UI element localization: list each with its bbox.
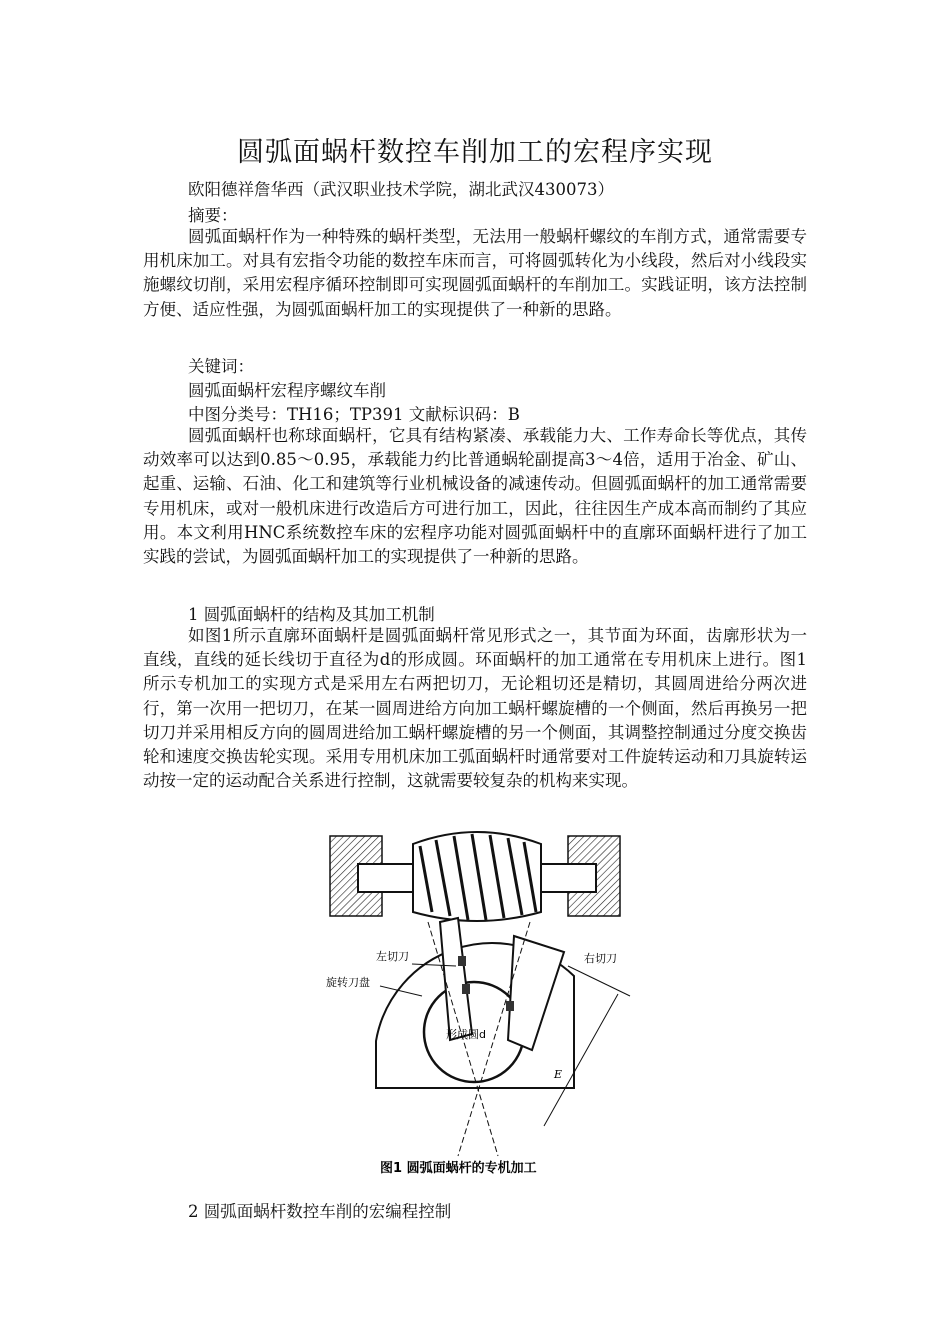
abstract-body: 圆弧面蜗杆作为一种特殊的蜗杆类型，无法用一般蜗杆螺纹的车削方式，通常需要专用机床加工。对具有宏指令功能的数控车床而言，可将圆弧转化为小线段，然后对小线段实施螺纹切削，采用宏程序循环控制即可实现圆弧面蜗杆的车削加工。实践证明，该方法控制方便、适应性强，为圆弧面蜗杆加工的实现提供了一种新的思路。	[143, 227, 807, 319]
label-turntable: 旋转刀盘	[326, 976, 370, 989]
author-line: 欧阳德祥詹华西（武汉职业技术学院，湖北武汉430073）	[188, 180, 614, 199]
worm-machining-diagram	[318, 826, 636, 1184]
section-1-heading: 1 圆弧面蜗杆的结构及其加工机制	[188, 605, 435, 624]
section-1-body: 如图1所示直廓环面蜗杆是圆弧面蜗杆常见形式之一，其节面为环面，齿廓形状为一直线，直线的延长线切于直径为d的形成圆。环面蜗杆的加工通常在专用机床上进行。图1所示专机加工的实现方式是采用左右两把切刀，无论粗切还是精切，其圆周进给分两次进行，第一次用一把切刀，在某一圆周进给方向加工蜗杆螺旋槽的一个侧面，然后再换另一把切刀并采用相反方向的圆周进给加工蜗杆螺旋槽的另一个侧面，其调整控制通过分度交换齿轮和速度交换齿轮实现。采用专用机床加工弧面蜗杆时通常要对工件旋转运动和刀具旋转运动按一定的运动配合关系进行控制，这就需要较复杂的机构来实现。	[143, 626, 807, 791]
figure-1	[318, 826, 636, 1184]
keywords-label: 关键词：	[188, 357, 254, 376]
figure-caption: 图1 圆弧面蜗杆的专机加工	[380, 1161, 537, 1176]
intro-paragraph: 圆弧面蜗杆也称球面蜗杆，它具有结构紧凑、承载能力大、工作寿命长等优点，其传动效率可以达到0.85～0.95，承载能力约比普通蜗轮副提高3～4倍，适用于冶金、矿山、起重、运输、石油、化工和建筑等行业机械设备的减速传动。但圆弧面蜗杆的加工通常需要专用机床，或对一般机床进行改造后方可进行加工，因此，往往因生产成本高而制约了其应用。本文利用HNC系统数控车床的宏程序功能对圆弧面蜗杆中的直廓环面蜗杆进行了加工实践的尝试，为圆弧面蜗杆加工的实现提供了一种新的思路。	[143, 426, 807, 567]
classification-line: 中图分类号：TH16；TP391 文献标识码：B	[188, 405, 520, 424]
section-2-heading: 2 圆弧面蜗杆数控车削的宏编程控制	[188, 1202, 452, 1221]
abstract-label: 摘要：	[188, 206, 238, 225]
keywords-text: 圆弧面蜗杆宏程序螺纹车削	[188, 381, 386, 400]
label-dimension: E	[554, 1068, 563, 1081]
paper-title: 圆弧面蜗杆数控车削加工的宏程序实现	[237, 137, 713, 168]
label-left-cutter: 左切刀	[376, 950, 409, 963]
label-right-cutter: 右切刀	[584, 952, 617, 965]
label-forming-circle: 形成圆d	[446, 1028, 486, 1041]
